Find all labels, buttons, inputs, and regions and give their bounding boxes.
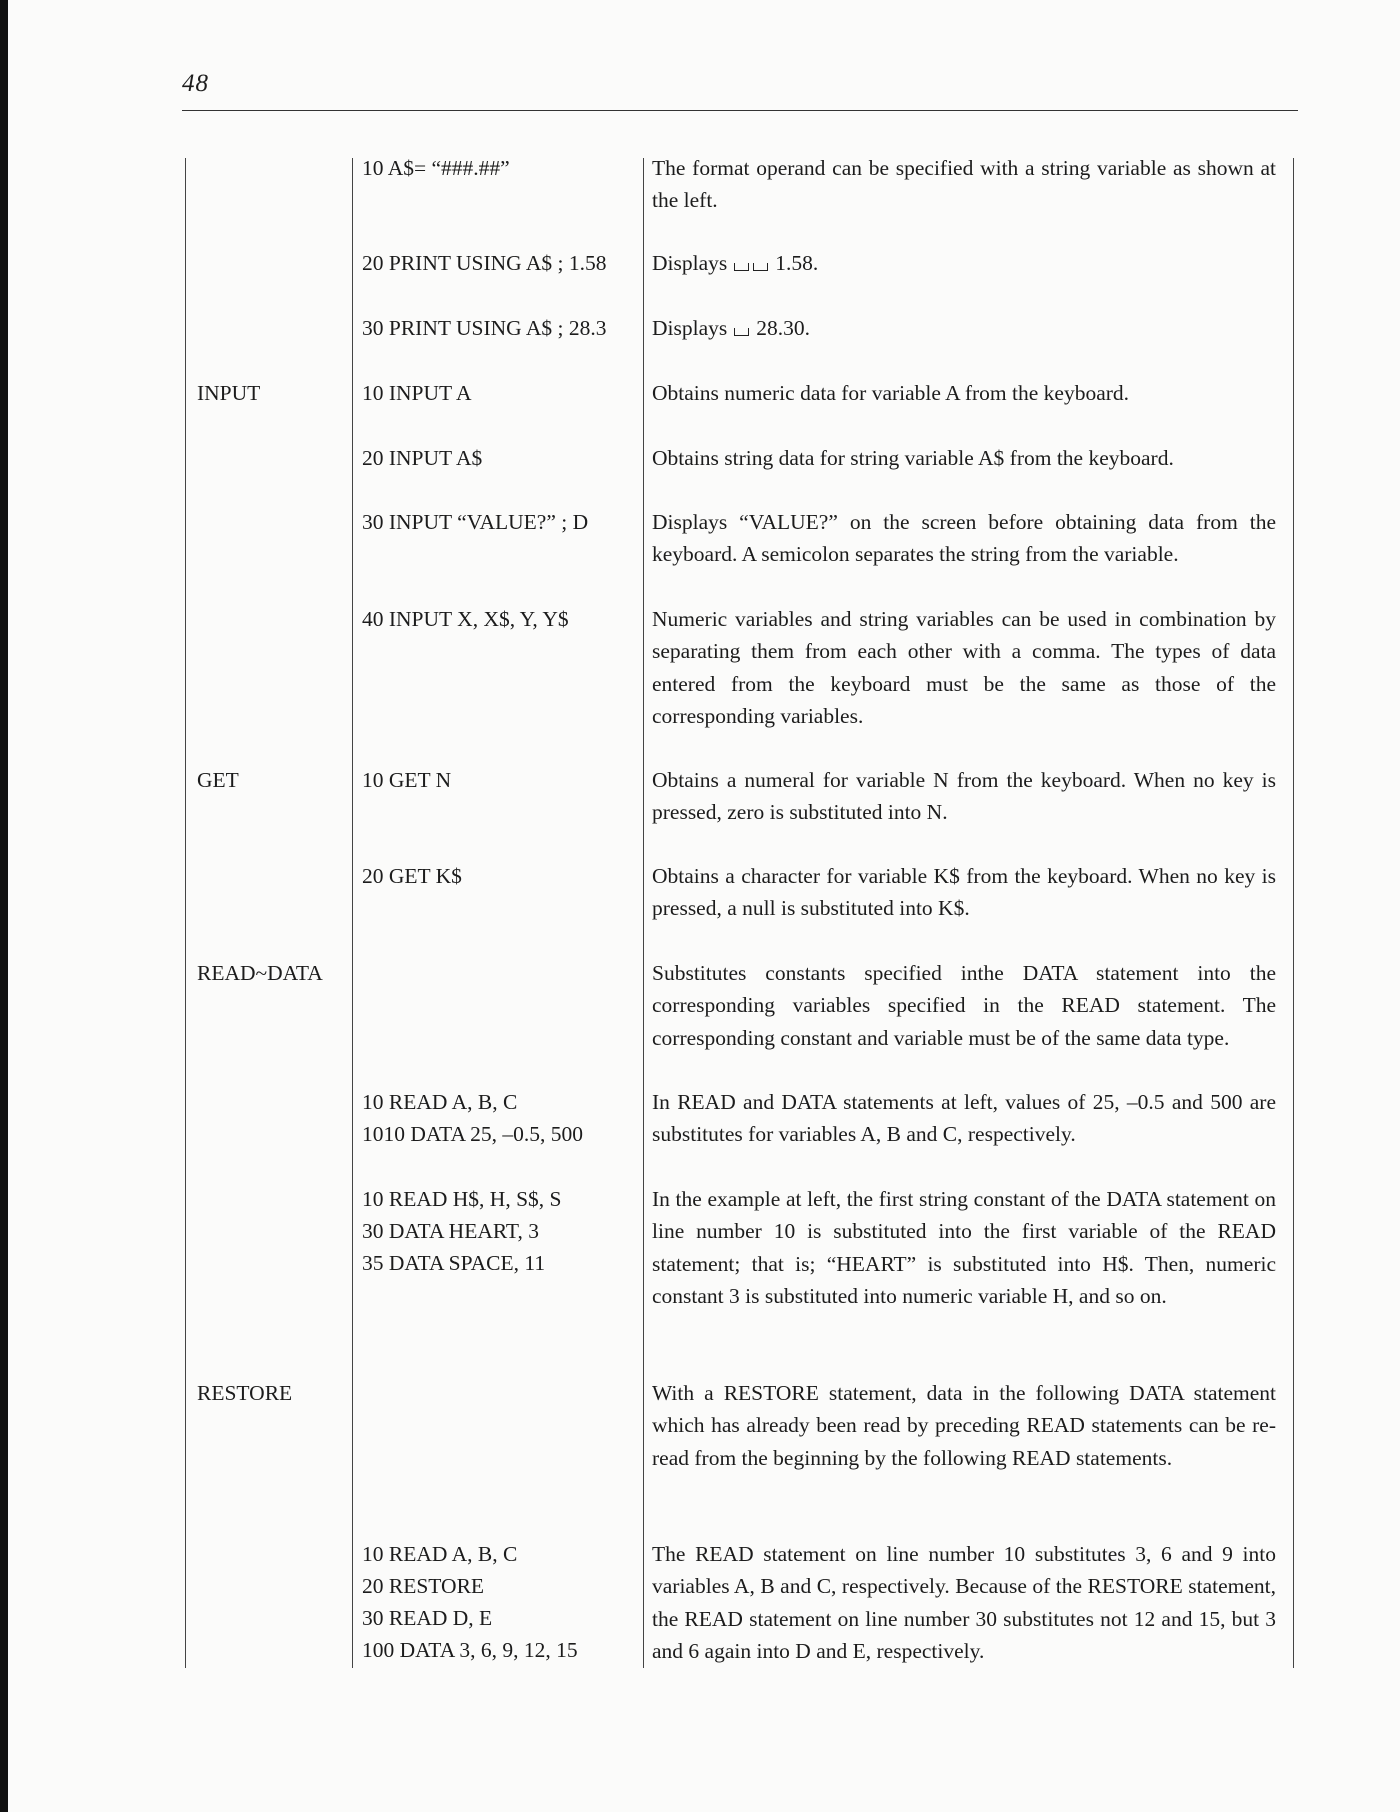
code-example (362, 506, 588, 538)
code-example (362, 603, 569, 635)
code-line: 30 INPUT “VALUE?” ; D (362, 510, 589, 534)
code-example (362, 312, 607, 344)
code-line: 10 INPUT A (362, 381, 472, 405)
description: Obtains numeric data for variable A from the keyboard. (652, 381, 1130, 405)
code-line: 20 GET K$ (362, 864, 462, 888)
keyword-input: INPUT (197, 381, 261, 405)
description: In the example at left, the first string constant of the DATA statement on line number 10 is substituted into the first variable of the READ statement; that is; “HEART” is substituted into H$. Then, numeric constant 3 is substituted into numeric variable H, and so on. (652, 1187, 1276, 1308)
code-line: 20 RESTORE (362, 1574, 485, 1598)
code-line: 10 READ H$, H, S$, S (362, 1187, 562, 1211)
description: The format operand can be specified with a string variable as shown at the left. (652, 156, 1276, 213)
code-line: 20 INPUT A$ (362, 446, 483, 470)
code-line: 1010 DATA 25, –0.5, 500 (362, 1122, 584, 1146)
description: Obtains string data for string variable A$ from the keyboard. (652, 446, 1174, 470)
keyword-get: GET (197, 768, 239, 792)
code-example (362, 1183, 562, 1279)
blank-space-icon (734, 328, 749, 336)
description: Obtains a character for variable K$ from the keyboard. When no key is pressed, a null is substituted into K$. (652, 864, 1276, 921)
left-column-border (185, 158, 186, 1668)
description: Substitutes constants specified inthe DATA statement into the corresponding variables specified in the READ statement. The corresponding constant and variable must be of the same data type. (652, 961, 1276, 1050)
code-line: 35 DATA SPACE, 11 (362, 1251, 546, 1275)
blank-space-icon (753, 263, 768, 271)
description: Displays “VALUE?” on the screen before obtaining data from the keyboard. A semicolon separates the string from the variable. (652, 510, 1276, 567)
keyword-read-data: READ~DATA (197, 961, 323, 985)
code-example (362, 1086, 583, 1150)
code-line: 10 READ A, B, C (362, 1542, 518, 1566)
code-column-border (352, 158, 353, 1668)
code-example (362, 1538, 578, 1666)
description-suffix: 1.58. (775, 251, 819, 275)
right-column-border (1293, 158, 1294, 1668)
code-line: 30 READ D, E (362, 1606, 493, 1630)
description: With a RESTORE statement, data in the following DATA statement which has already been read by preceding READ statements can be re-read from the beginning by the following READ statements. (652, 1381, 1276, 1470)
description: The READ statement on line number 10 substitutes 3, 6 and 9 into variables A, B and C, respectively. Because of the RESTORE statement, the READ statement on line number 30 substitutes not 12 and 15, but 3 and 6 again into D and E, respectively. (652, 1542, 1276, 1663)
description-prefix: Displays (652, 316, 728, 340)
code-line: 10 GET N (362, 768, 452, 792)
page-binding-edge (0, 0, 8, 1812)
code-line: 40 INPUT X, X$, Y, Y$ (362, 607, 569, 631)
description: Numeric variables and string variables can be used in combination by separating them from each other with a comma. The types of data entered from the keyboard must be the same as those of the corresponding variables. (652, 607, 1276, 728)
description (652, 312, 1276, 344)
code-example (362, 152, 510, 184)
description (652, 247, 1276, 279)
description-prefix: Displays (652, 251, 728, 275)
description-column-border (643, 158, 644, 1668)
description-suffix: 28.30. (756, 316, 810, 340)
code-line: 10 A$= “###.##” (362, 156, 510, 180)
code-line: 30 PRINT USING A$ ; 28.3 (362, 316, 607, 340)
code-line: 10 READ A, B, C (362, 1090, 518, 1114)
page-number: 48 (182, 70, 209, 97)
keyword-restore: RESTORE (197, 1381, 293, 1405)
description: In READ and DATA statements at left, values of 25, –0.5 and 500 are substitutes for variables A, B and C, respectively. (652, 1090, 1276, 1147)
code-line: 30 DATA HEART, 3 (362, 1219, 539, 1243)
code-line: 20 PRINT USING A$ ; 1.58 (362, 251, 607, 275)
blank-space-icon (734, 263, 749, 271)
description: Obtains a numeral for variable N from the keyboard. When no key is pressed, zero is substituted into N. (652, 768, 1276, 825)
code-line: 100 DATA 3, 6, 9, 12, 15 (362, 1638, 578, 1662)
code-example (362, 247, 607, 279)
header-rule (182, 110, 1298, 111)
code-example (362, 764, 451, 796)
code-example (362, 442, 482, 474)
code-example (362, 377, 472, 409)
code-example (362, 860, 462, 892)
